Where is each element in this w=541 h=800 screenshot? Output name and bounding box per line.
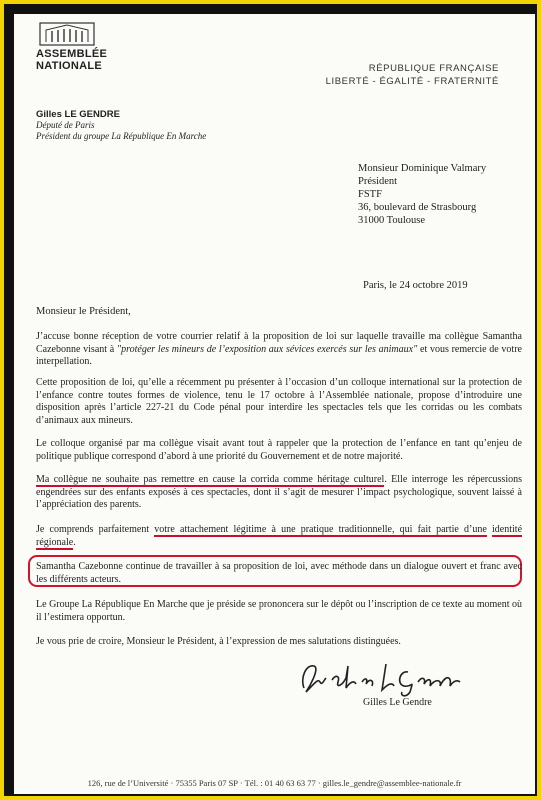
sender-title-1: Député de Paris <box>36 120 95 130</box>
republic-motto: LIBERTÉ - ÉGALITÉ - FRATERNITÉ <box>325 76 499 87</box>
p5-text-a: Je comprends parfaitement <box>36 524 155 535</box>
salutation: Monsieur le Président, <box>36 306 131 317</box>
assemblee-nationale-logo <box>36 20 108 72</box>
sender-block <box>36 109 206 142</box>
p5-underlined-2: identité régionale <box>36 524 523 548</box>
recipient-line-5: 31000 Toulouse <box>358 215 426 226</box>
hemicycle-logo-icon <box>36 20 98 48</box>
paragraph-1 <box>36 331 522 369</box>
p5-text-end: . <box>73 536 76 548</box>
paragraph-3: Le colloque organisé par ma collègue visait avant tout à rappeler que la protection de l’enfance en tant qu’enjeu de politique publique correspond d’abord à une priorité du Gouvernement et de notre majorité. <box>36 438 522 462</box>
paragraph-4 <box>36 474 522 512</box>
footer-address: 126, rue de l’Université · 75355 Paris 07 SP · Tél. : 01 40 63 63 77 · gilles.le_gendre@assemblee-nationale.fr <box>87 778 462 788</box>
p1-text-a: J’accuse bonne réception de votre courrier relatif à la proposition de loi sur laquelle travaille ma collègue Samantha Cazebonne visant à <box>36 331 522 355</box>
recipient-line-3: FSTF <box>358 189 382 200</box>
signer-name: Gilles Le Gendre <box>363 697 432 708</box>
recipient-line-1: Monsieur Dominique Valmary <box>358 163 487 174</box>
institution-line1: ASSEMBLÉE <box>36 48 108 60</box>
letter-page <box>14 14 535 794</box>
p4-underlined-statement: Ma collègue ne souhaite pas remettre en cause la corrida comme héritage culturel <box>36 474 385 485</box>
letter-date: Paris, le 24 octobre 2019 <box>363 280 468 291</box>
p1-quote: "protéger les mineurs de l’exposition aux sévices exercés sur les animaux" <box>116 343 418 355</box>
recipient-line-2: Président <box>358 176 398 187</box>
p5-underlined-1: votre attachement légitime à une pratique traditionnelle, qui fait partie d’une <box>154 524 487 535</box>
recipient-line-4: 36, boulevard de Strasbourg <box>358 202 477 213</box>
paragraph-5 <box>36 524 522 549</box>
yellow-black-frame <box>4 4 537 796</box>
p4-text-rest: . Elle interroge les répercussions engendrées sur des enfants exposés à ces spectacles, dont il s’agit de mesurer l’impact psychologique, souvent laissé à l’appréciation des parents. <box>36 474 522 510</box>
sender-name: Gilles LE GENDRE <box>36 109 120 120</box>
paragraph-6: Samantha Cazebonne continue de travailler à sa proposition de loi, avec méthode dans un dialogue ouvert et franc avec les différents acteurs. <box>36 561 522 585</box>
republic-heading <box>326 62 499 88</box>
institution-line2: NATIONALE <box>36 60 103 72</box>
republic-name: RÉPUBLIQUE FRANÇAISE <box>368 63 499 74</box>
sender-title-2: Président du groupe La République En Marche <box>36 131 207 141</box>
paragraph-8: Je vous prie de croire, Monsieur le Président, à l’expression de mes salutations distinguées. <box>36 636 401 647</box>
paragraph-7: Le Groupe La République En Marche que je préside se prononcera sur le dépôt ou l’inscription de ce texte au moment où il l’estimera opportun. <box>36 599 522 623</box>
signature-scribble-icon <box>296 658 466 698</box>
handwritten-signature <box>296 658 466 698</box>
paragraph-2: Cette proposition de loi, qu’elle a récemment pu présenter à l’occasion d’un colloque international sur la protection de l’enfance contre toutes formes de violence, tenu le 17 octobre à l’Assemblée nationale, propose d’introduire une disposition après l’article 227-21 du Code pénal pour interdire les spectacles tels que les corridas ou les combats d’animaux aux mineurs. <box>36 377 522 426</box>
recipient-address <box>358 162 486 227</box>
p1-text-b: et vous remercie de votre interpellation. <box>36 343 522 367</box>
